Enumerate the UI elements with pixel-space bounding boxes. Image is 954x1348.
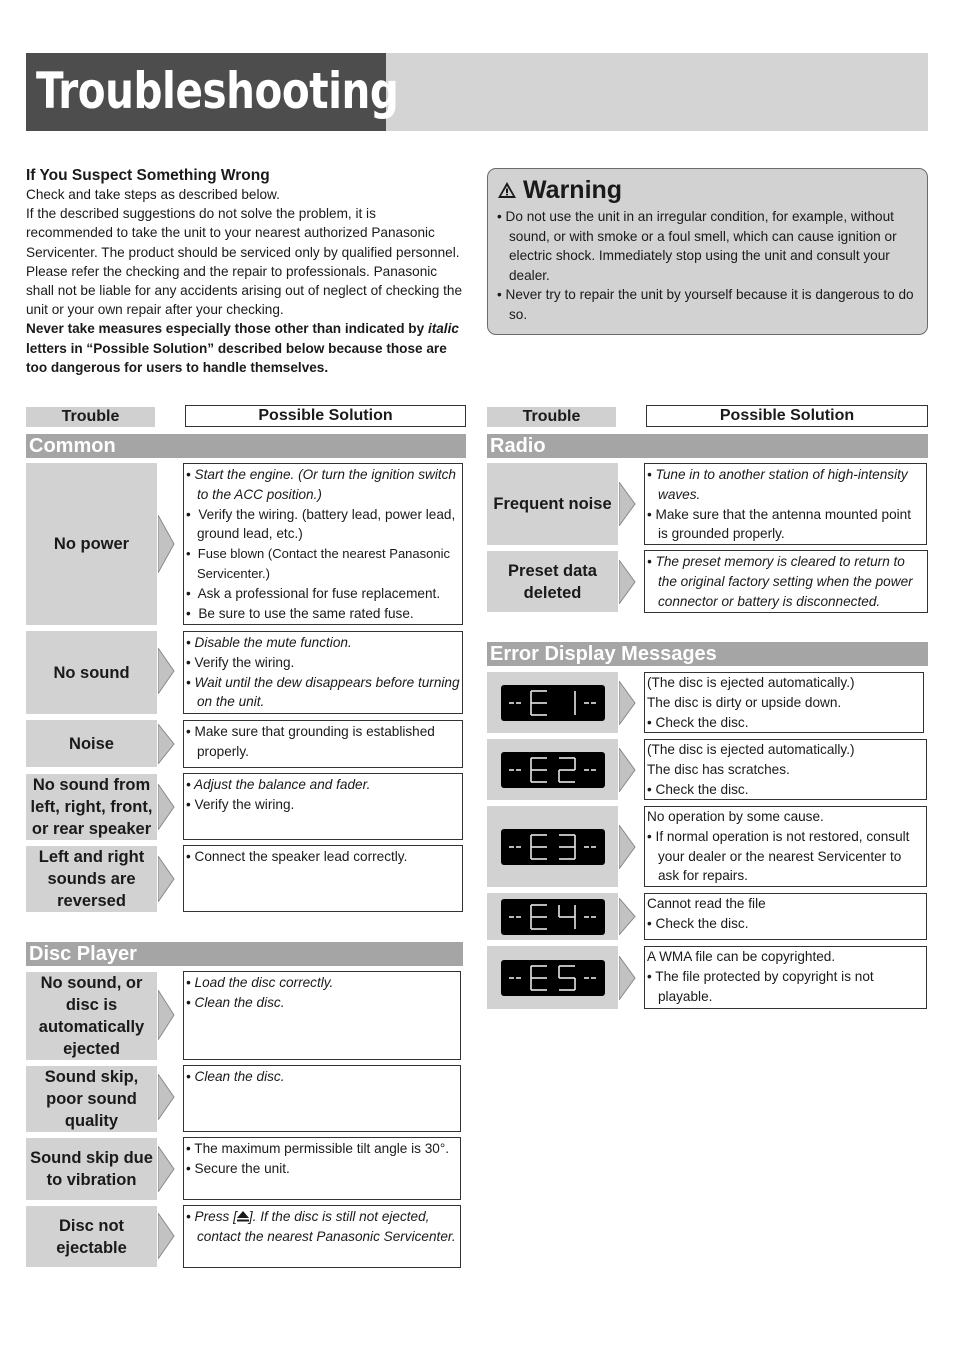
error-solution bbox=[644, 806, 927, 887]
arrow-icon bbox=[619, 825, 637, 869]
warning-list bbox=[497, 207, 917, 324]
arrow-icon bbox=[619, 681, 637, 725]
solution-item: • Verify the wiring. bbox=[186, 796, 295, 812]
intro-caution-a: Never take measures especially those other than indicated by bbox=[26, 321, 428, 337]
arrow-icon bbox=[158, 1074, 176, 1120]
solution-vibration bbox=[183, 1137, 461, 1200]
solution-item: • Load the disc correctly. bbox=[186, 975, 334, 990]
solution-item: • Make sure that grounding is established properly. bbox=[186, 724, 435, 759]
header-trouble: Trouble bbox=[26, 407, 155, 427]
trouble-noise: Noise bbox=[26, 720, 157, 767]
solution-item: • The maximum permissible tilt angle is 30°. bbox=[186, 1141, 450, 1156]
trouble-reversed: Left and right sounds are reversed bbox=[26, 846, 157, 912]
header-solution: Possible Solution bbox=[646, 405, 928, 427]
solution-item: • Secure the unit. bbox=[186, 1160, 290, 1176]
error-display bbox=[487, 672, 618, 733]
error-line: The disc has scratches. bbox=[647, 761, 790, 777]
intro-line: Check and take steps as described below. bbox=[26, 187, 280, 202]
intro-caution bbox=[26, 319, 466, 377]
solution-item: • Check the disc. bbox=[647, 915, 749, 931]
arrow-icon bbox=[619, 898, 637, 935]
header-solution: Possible Solution bbox=[185, 405, 466, 427]
solution-item: • Ask a professional for fuse replacement. bbox=[186, 585, 441, 601]
trouble-frequent-noise: Frequent noise bbox=[487, 463, 618, 545]
trouble-sound-skip: Sound skip, poor sound quality bbox=[26, 1066, 157, 1132]
error-display bbox=[487, 946, 618, 1009]
intro-caution-b: letters in “Possible Solution” described below because those are too dangerous for users to handle themselves. bbox=[26, 340, 447, 375]
eject-icon bbox=[237, 1211, 249, 1222]
solution-item: • Press [ ]. If the disc is still not ejected, contact the nearest Panasonic Servicenter. bbox=[186, 1209, 456, 1244]
solution-no-sound-speaker bbox=[183, 773, 463, 840]
error-display bbox=[487, 806, 618, 887]
arrow-icon bbox=[619, 748, 637, 792]
solution-item: • If normal operation is not restored, consult your dealer or the nearest Servicenter to ask for repairs. bbox=[647, 828, 910, 884]
solution-item: • Check the disc. bbox=[647, 781, 749, 797]
arrow-icon bbox=[619, 956, 637, 1000]
solution-item: • Tune in to another station of high-intensity waves. bbox=[647, 467, 908, 502]
solution-sound-skip bbox=[183, 1065, 461, 1132]
solution-item: • The preset memory is cleared to return to the original factory setting when the power connector or battery is disconnected. bbox=[647, 554, 913, 609]
arrow-icon bbox=[158, 515, 176, 573]
lcd-display bbox=[501, 960, 605, 996]
trouble-not-ejectable: Disc not ejectable bbox=[26, 1206, 157, 1267]
lcd-display bbox=[501, 829, 605, 865]
trouble-vibration: Sound skip due to vibration bbox=[26, 1138, 157, 1200]
solution-item: • Disable the mute function. bbox=[186, 635, 352, 650]
solution-item: • Verify the wiring. bbox=[186, 654, 295, 670]
error-line: (The disc is ejected automatically.) bbox=[647, 675, 855, 690]
section-disc-player: Disc Player bbox=[26, 942, 463, 966]
error-solution bbox=[644, 739, 927, 800]
trouble-no-sound: No sound bbox=[26, 631, 157, 714]
section-radio: Radio bbox=[487, 434, 928, 458]
intro-section bbox=[26, 166, 466, 377]
arrow-icon bbox=[158, 1213, 176, 1259]
solution-item: • Make sure that the antenna mounted point is grounded properly. bbox=[647, 506, 911, 542]
intro-body: If the described suggestions do not solve the problem, it is recommended to take the unit to your nearest authorized Panasonic Servicenter. The product should be serviced only by qualified personnel. Please refer the checking and the repair to professionals. Panasonic shall not be liable for any accidents arising out of neglect of checking the unit or your own repair after your checking. bbox=[26, 206, 463, 318]
trouble-disc-ejected: No sound, or disc is automatically ejected bbox=[26, 972, 157, 1060]
warning-heading bbox=[497, 175, 917, 205]
solution-no-power bbox=[183, 463, 463, 625]
trouble-preset-deleted: Preset data deleted bbox=[487, 551, 618, 612]
arrow-icon bbox=[619, 560, 637, 604]
warning-item: • Do not use the unit in an irregular condition, for example, without sound, or with smoke or a foul smell, which can cause ignition or electric shock. Immediately stop using the unit and consult your dealer. bbox=[497, 209, 897, 283]
solution-not-ejectable bbox=[183, 1205, 461, 1268]
arrow-icon bbox=[158, 648, 176, 694]
solution-noise bbox=[183, 720, 463, 768]
solution-item: • Be sure to use the same rated fuse. bbox=[186, 605, 414, 621]
warning-item: • Never try to repair the unit by yourself because it is dangerous to do so. bbox=[497, 287, 914, 322]
arrow-icon bbox=[158, 1146, 176, 1192]
solution-item: • Verify the wiring. (battery lead, power lead, ground lead, etc.) bbox=[186, 506, 456, 542]
intro-heading: If You Suspect Something Wrong bbox=[26, 167, 270, 184]
warning-box bbox=[487, 168, 928, 335]
arrow-icon bbox=[158, 784, 176, 830]
lcd-display bbox=[501, 685, 605, 721]
arrow-icon bbox=[619, 482, 637, 526]
solution-item: • Adjust the balance and fader. bbox=[186, 777, 371, 792]
error-solution bbox=[644, 946, 927, 1009]
intro-caution-italic: italic bbox=[427, 321, 459, 337]
solution-reversed bbox=[183, 845, 463, 912]
warning-title: Warning bbox=[523, 176, 623, 204]
section-common: Common bbox=[26, 434, 466, 458]
error-line: The disc is dirty or upside down. bbox=[647, 694, 842, 710]
solution-preset-deleted bbox=[644, 550, 928, 613]
section-error-messages: Error Display Messages bbox=[487, 642, 928, 666]
header-trouble: Trouble bbox=[487, 407, 616, 427]
solution-item: • Connect the speaker lead correctly. bbox=[186, 849, 408, 864]
error-line: Cannot read the file bbox=[647, 896, 766, 911]
lcd-display bbox=[501, 752, 605, 788]
error-solution bbox=[644, 672, 924, 733]
error-line: A WMA file can be copyrighted. bbox=[647, 949, 836, 964]
error-display bbox=[487, 893, 618, 940]
trouble-no-sound-speaker: No sound from left, right, front, or rear speaker bbox=[26, 774, 157, 840]
page-title: Troubleshooting bbox=[36, 62, 399, 120]
solution-item: • Start the engine. (Or turn the ignition switch to the ACC position.) bbox=[186, 467, 456, 502]
solution-item: • Clean the disc. bbox=[186, 1069, 285, 1084]
error-display bbox=[487, 739, 618, 800]
lcd-display bbox=[501, 899, 605, 935]
arrow-icon bbox=[158, 724, 176, 764]
solution-item: • Clean the disc. bbox=[186, 994, 285, 1010]
solution-disc-ejected bbox=[183, 971, 461, 1060]
solution-no-sound bbox=[183, 631, 463, 714]
warning-triangle-icon bbox=[497, 181, 517, 199]
solution-item: • Check the disc. bbox=[647, 714, 749, 730]
arrow-icon bbox=[158, 856, 176, 902]
solution-frequent-noise bbox=[644, 463, 927, 545]
error-line: No operation by some cause. bbox=[647, 809, 824, 824]
solution-item: • Wait until the dew disappears before turning on the unit. bbox=[186, 674, 460, 710]
solution-item: • Fuse blown (Contact the nearest Panasonic Servicenter.) bbox=[186, 546, 450, 581]
error-line: (The disc is ejected automatically.) bbox=[647, 742, 855, 757]
solution-item: • The file protected by copyright is not playable. bbox=[647, 968, 874, 1004]
error-solution bbox=[644, 893, 927, 940]
trouble-no-power: No power bbox=[26, 463, 157, 625]
arrow-icon bbox=[158, 990, 176, 1040]
